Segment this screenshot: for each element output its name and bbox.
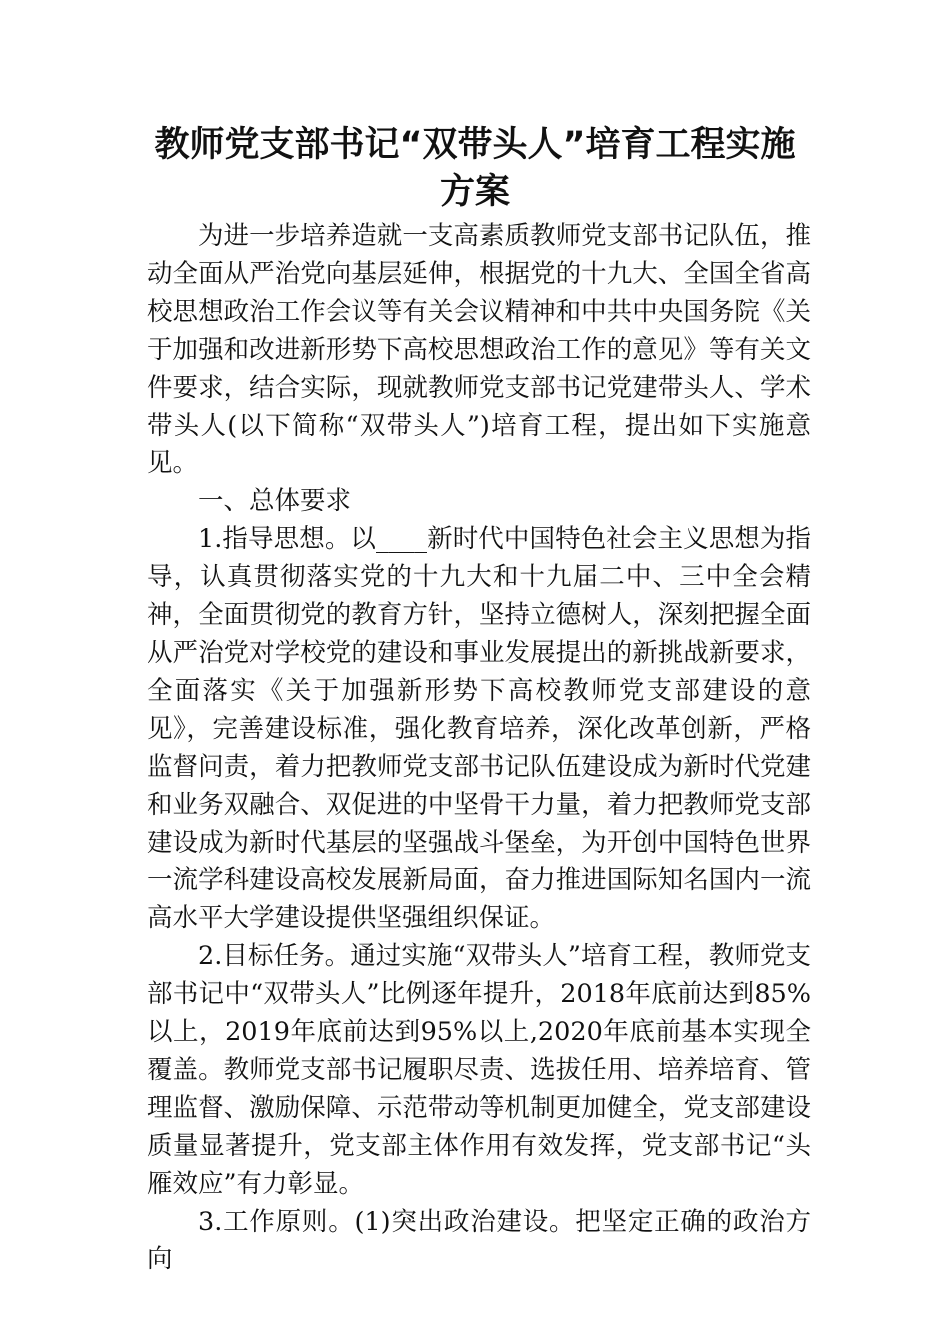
intro-paragraph: 为进一步培养造就一支高素质教师党支部书记队伍，推动全面从严治党向基层延伸，根据党的十九大、全国全省高校思想政治工作会议等有关会议精神和中共中央国务院《关于加强和改进新形势下高校思想政治工作的意见》等有关文件要求，结合实际，现就教师党支部书记党建带头人、学术带头人(以下简称“双带头人”)培育工程，提出如下实施意见。 [147, 221, 811, 479]
document-title-line-1: 教师党支部书记“双带头人”培育工程实施 [154, 125, 796, 165]
item-work-principles: 3.工作原则。(1)突出政治建设。把坚定正确的政治方向 [147, 1206, 811, 1275]
item-guiding-ideology: 1.指导思想。以____新时代中国特色社会主义思想为指导，认真贯彻落实党的十九大和十九届二中、三中全会精神，全面贯彻党的教育方针，坚持立德树人，深刻把握全面从严治党对学校党的建设和事业发展提出的新挑战新要求，全面落实《关于加强新形势下高校教师党支部建设的意见》，完善建设标准，强化教育培养，深化改革创新，严格监督问责，着力把教师党支部书记队伍建设成为新时代党建和业务双融合、双促进的中坚骨干力量，着力把教师党支部建设成为新时代基层的坚强战斗堡垒，为开创中国特色世界一流学科建设高校发展新局面，奋力推进国际知名国内一流高水平大学建设提供坚强组织保证。 [147, 524, 811, 934]
document-body [147, 218, 811, 1279]
section-heading-general-requirements: 一、总体要求 [198, 486, 352, 517]
document-title-line-2: 方案 [439, 172, 510, 212]
item-target-tasks: 2.目标任务。通过实施“双带头人”培育工程，教师党支部书记中“双带头人”比例逐年提升，2018年底前达到85%以上，2019年底前达到95%以上,2020年底前基本实现全覆盖。教师党支部书记履职尽责、选拔任用、培养培育、管理监督、激励保障、示范带动等机制更加健全，党支部建设质量显著提升，党支部主体作用有效发挥，党支部书记“头雁效应”有力彰显。 [147, 941, 811, 1199]
